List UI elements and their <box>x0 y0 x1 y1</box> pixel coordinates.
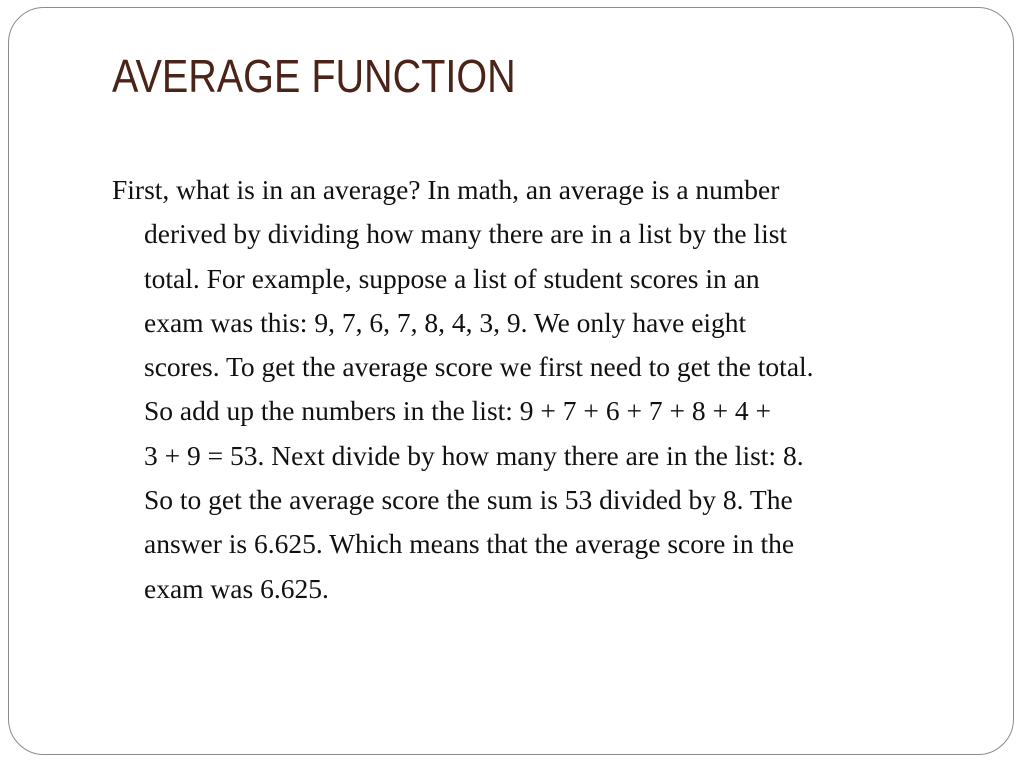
body-line: derived by dividing how many there are in a list by the list <box>144 218 788 250</box>
body-line: First, what is in an average? In math, an average is a number <box>112 174 780 205</box>
body-line: So add up the numbers in the list: 9 + 7 + 6 + 7 + 8 + 4 + <box>144 395 771 427</box>
body-line: answer is 6.625. Which means that the average score in the <box>144 528 795 560</box>
body-line: scores. To get the average score we first need to get the total. <box>144 351 814 383</box>
body-line: exam was 6.625. <box>144 572 329 604</box>
slide-title: AVERAGE FUNCTION <box>112 50 516 102</box>
body-line: total. For example, suppose a list of student scores in an <box>144 262 760 294</box>
body-line: 3 + 9 = 53. Next divide by how many there are in the list: 8. <box>144 439 804 471</box>
body-line: So to get the average score the sum is 53 divided by 8. The <box>144 484 793 516</box>
body-line: exam was this: 9, 7, 6, 7, 8, 4, 3, 9. We only have eight <box>144 306 747 338</box>
slide-body-paragraph <box>112 168 962 611</box>
